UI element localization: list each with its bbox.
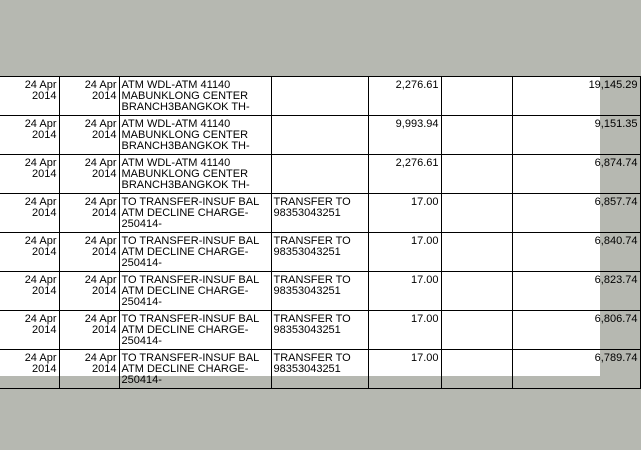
transaction-date: 24 Apr 2014: [0, 311, 59, 350]
balance-amount: 6,789.74: [512, 350, 640, 389]
transaction-date: 24 Apr 2014: [0, 155, 59, 194]
deposit-amount: [441, 311, 512, 350]
transaction-description: TO TRANSFER-INSUF BAL ATM DECLINE CHARGE- 250414-: [119, 350, 271, 389]
balance-amount: 9,151.35: [512, 116, 640, 155]
withdrawal-amount: 2,276.61: [368, 155, 441, 194]
table-row: [0, 233, 640, 272]
transaction-description: ATM WDL-ATM 41140 MABUNKLONG CENTER BRANCH3BANGKOK TH-: [119, 116, 271, 155]
withdrawal-amount: 17.00: [368, 311, 441, 350]
balance-amount: 6,874.74: [512, 155, 640, 194]
table-row: [0, 116, 640, 155]
transaction-date: 24 Apr 2014: [0, 350, 59, 389]
transaction-description: ATM WDL-ATM 41140 MABUNKLONG CENTER BRANCH3BANGKOK TH-: [119, 77, 271, 116]
transaction-date: 24 Apr 2014: [0, 194, 59, 233]
balance-amount: 6,806.74: [512, 311, 640, 350]
transaction-reference: [271, 155, 368, 194]
transaction-description: TO TRANSFER-INSUF BAL ATM DECLINE CHARGE- 250414-: [119, 233, 271, 272]
transaction-description: TO TRANSFER-INSUF BAL ATM DECLINE CHARGE- 250414-: [119, 311, 271, 350]
transaction-date: 24 Apr 2014: [0, 272, 59, 311]
transaction-reference: TRANSFER TO 98353043251: [271, 311, 368, 350]
value-date: 24 Apr 2014: [59, 155, 119, 194]
transaction-date: 24 Apr 2014: [0, 77, 59, 116]
balance-amount: 6,840.74: [512, 233, 640, 272]
transaction-reference: [271, 77, 368, 116]
transaction-date: 24 Apr 2014: [0, 233, 59, 272]
value-date: 24 Apr 2014: [59, 116, 119, 155]
table-row: [0, 350, 640, 389]
transactions-table: [0, 76, 641, 389]
transaction-description: TO TRANSFER-INSUF BAL ATM DECLINE CHARGE- 250414-: [119, 272, 271, 311]
deposit-amount: [441, 233, 512, 272]
transaction-reference: TRANSFER TO 98353043251: [271, 233, 368, 272]
table-row: [0, 194, 640, 233]
value-date: 24 Apr 2014: [59, 233, 119, 272]
value-date: 24 Apr 2014: [59, 77, 119, 116]
transaction-description: TO TRANSFER-INSUF BAL ATM DECLINE CHARGE- 250414-: [119, 194, 271, 233]
balance-amount: 19,145.29: [512, 77, 640, 116]
balance-amount: 6,823.74: [512, 272, 640, 311]
value-date: 24 Apr 2014: [59, 311, 119, 350]
statement-page: [0, 76, 638, 386]
withdrawal-amount: 17.00: [368, 350, 441, 389]
deposit-amount: [441, 116, 512, 155]
withdrawal-amount: 17.00: [368, 233, 441, 272]
deposit-amount: [441, 194, 512, 233]
value-date: 24 Apr 2014: [59, 350, 119, 389]
deposit-amount: [441, 77, 512, 116]
table-row: [0, 155, 640, 194]
deposit-amount: [441, 350, 512, 389]
withdrawal-amount: 2,276.61: [368, 77, 441, 116]
table-row: [0, 77, 640, 116]
transaction-reference: TRANSFER TO 98353043251: [271, 350, 368, 389]
table-row: [0, 272, 640, 311]
transaction-description: ATM WDL-ATM 41140 MABUNKLONG CENTER BRANCH3BANGKOK TH-: [119, 155, 271, 194]
transaction-date: 24 Apr 2014: [0, 116, 59, 155]
transaction-reference: [271, 116, 368, 155]
withdrawal-amount: 17.00: [368, 272, 441, 311]
table-row: [0, 311, 640, 350]
withdrawal-amount: 17.00: [368, 194, 441, 233]
value-date: 24 Apr 2014: [59, 194, 119, 233]
transaction-reference: TRANSFER TO 98353043251: [271, 194, 368, 233]
deposit-amount: [441, 155, 512, 194]
transaction-reference: TRANSFER TO 98353043251: [271, 272, 368, 311]
withdrawal-amount: 9,993.94: [368, 116, 441, 155]
balance-amount: 6,857.74: [512, 194, 640, 233]
deposit-amount: [441, 272, 512, 311]
transactions-body: [0, 77, 640, 389]
value-date: 24 Apr 2014: [59, 272, 119, 311]
